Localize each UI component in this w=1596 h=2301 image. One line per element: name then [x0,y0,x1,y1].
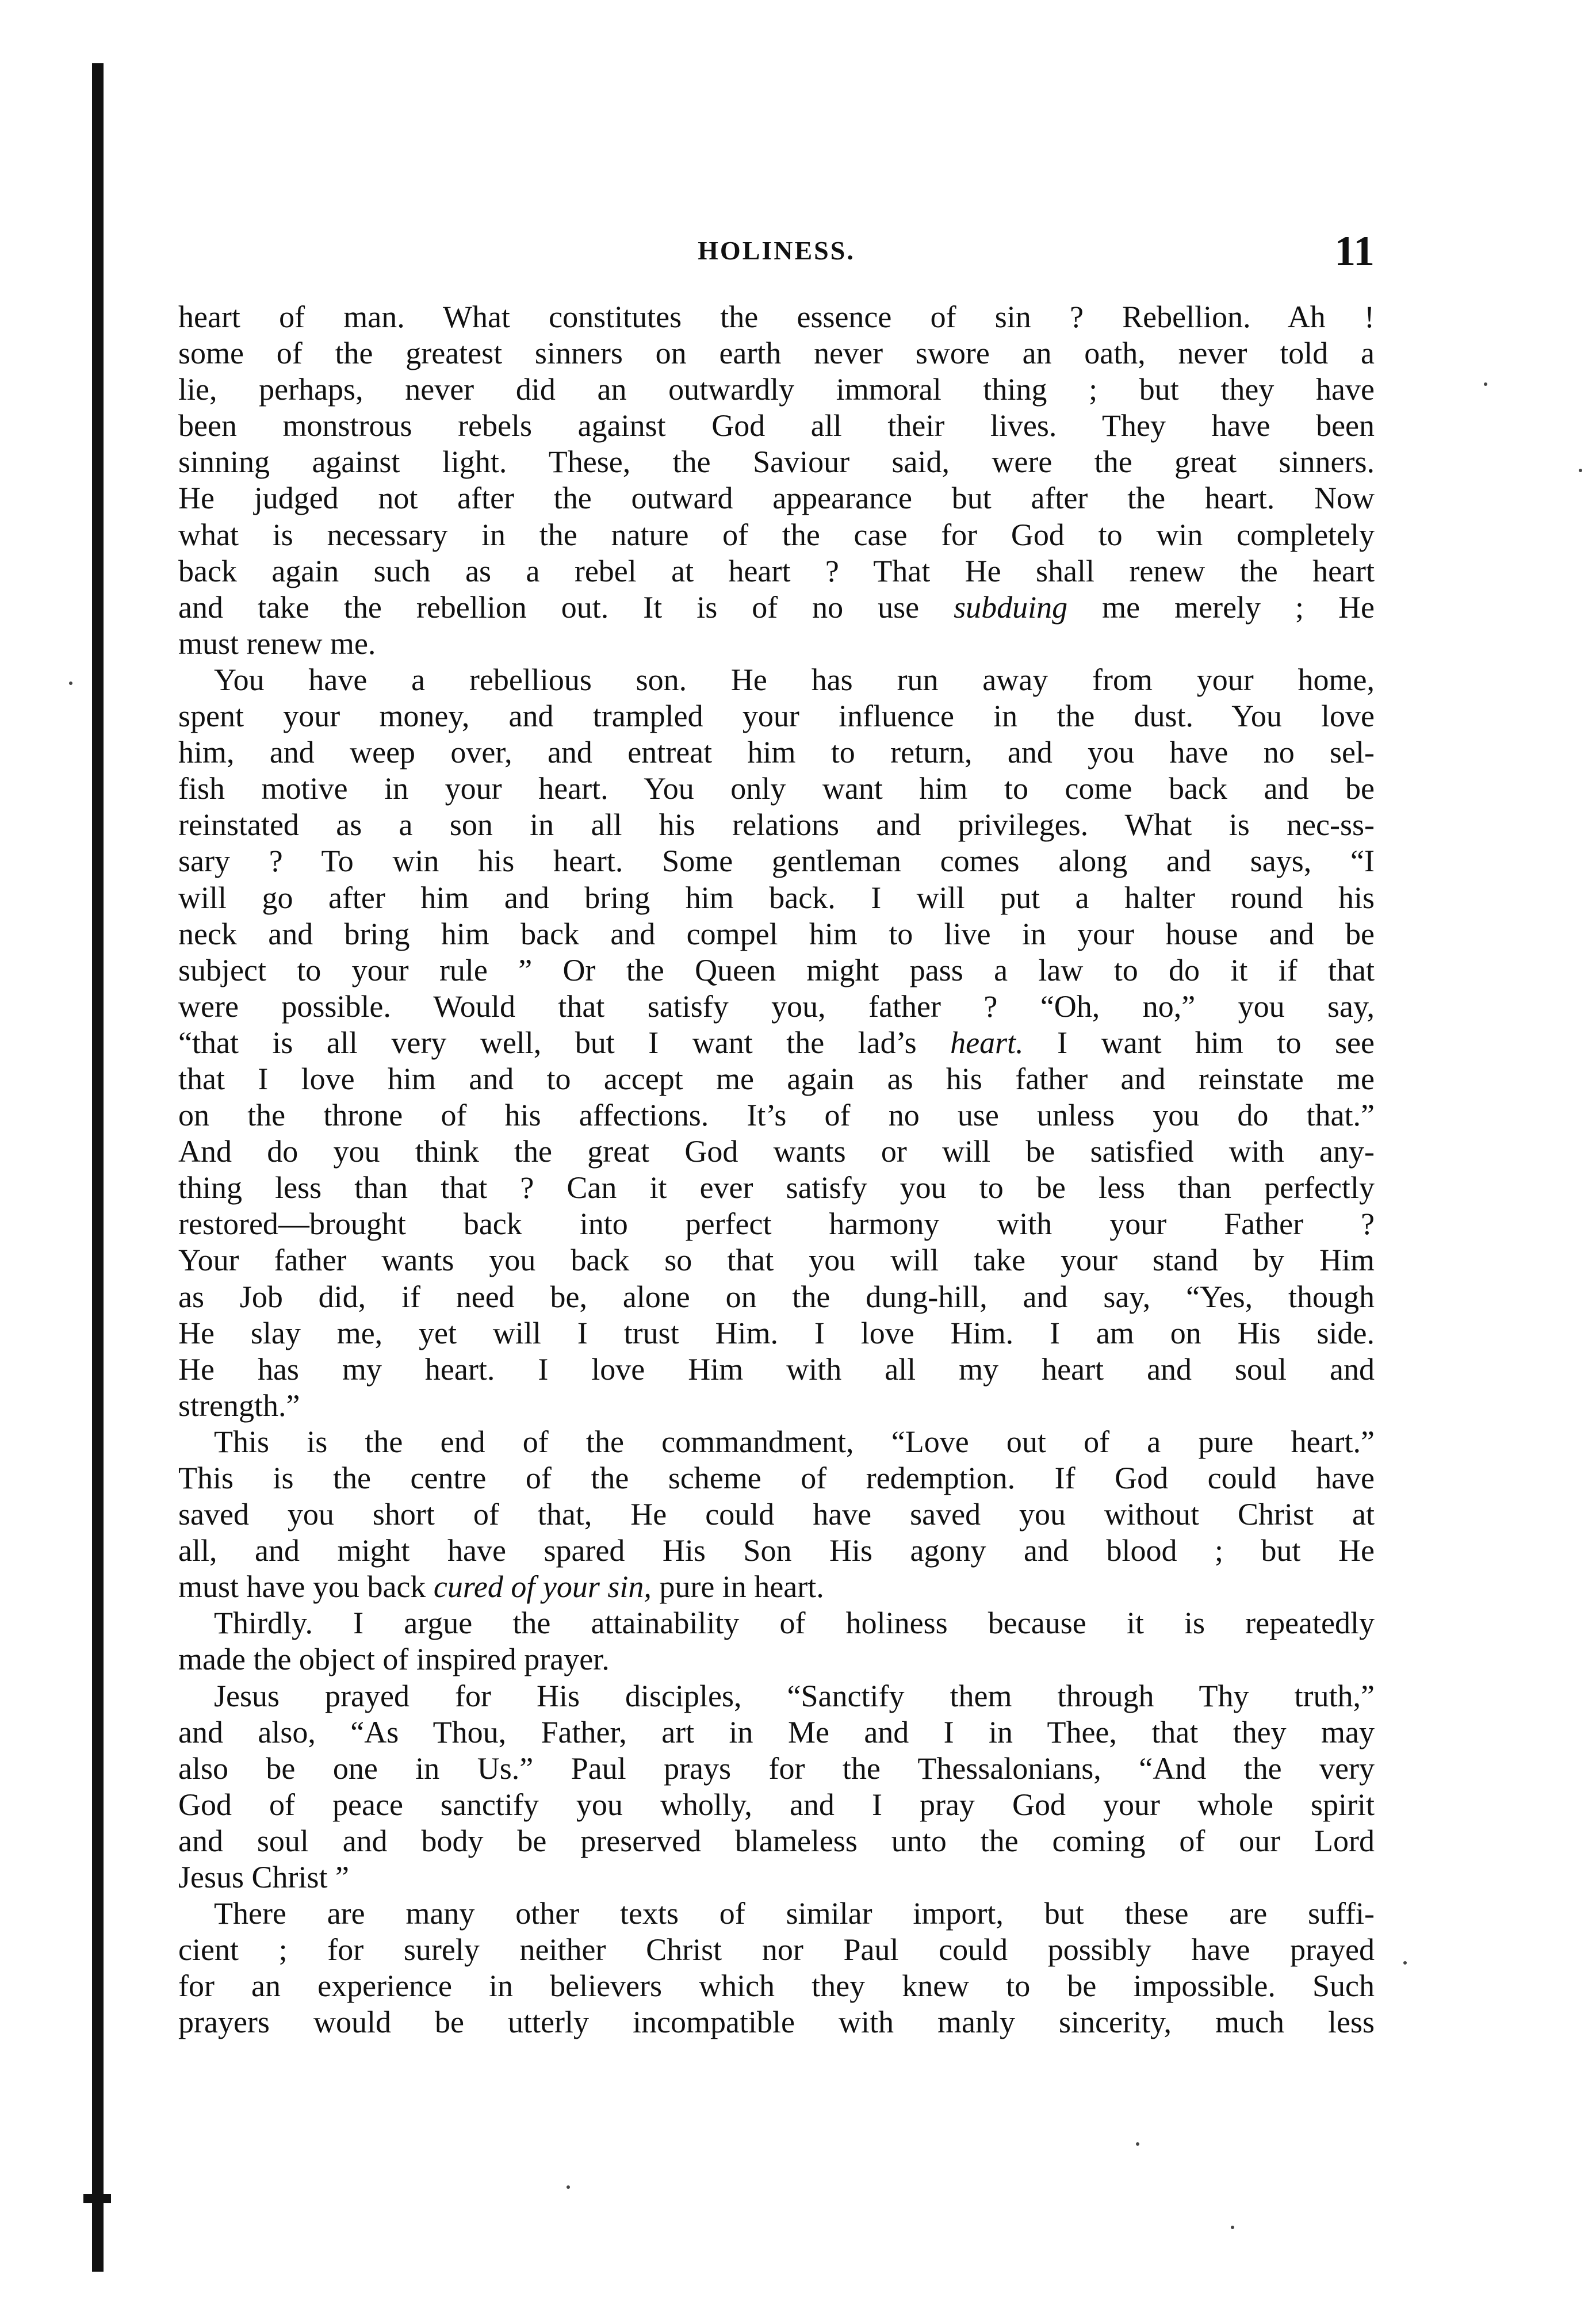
text-run: restored—brought back into perfect harmony with your Father ? [178,1207,1375,1242]
text-run: Thirdly. I argue the attainability of holiness because it is repeatedly [214,1606,1375,1641]
text-line [178,1242,1375,1278]
text-line [178,626,1375,662]
text-line [178,444,1375,480]
text-run: and soul and body be preserved blameless unto the coming of our Lord [178,1823,1375,1858]
italic-text: cured of your sin, [433,1569,652,1605]
text-run: been monstrous rebels against God all their lives. They have been [178,408,1375,443]
text-run: sary ? To win his heart. Some gentleman comes along and says, “I [178,844,1375,879]
text-line [178,299,1375,335]
text-line [178,1170,1375,1206]
text-line [178,843,1375,879]
text-line [178,1569,1375,1605]
page-header [178,227,1375,290]
text-run: must have you back [178,1569,434,1605]
text-run: all, and might have spared His Son His agony and blood ; but He [178,1533,1375,1568]
text-run: made the object of inspired prayer. [178,1642,610,1677]
text-run: sinning against light. These, the Saviour said, were the great sinners. [178,445,1375,480]
italic-text: subduing [954,589,1068,625]
text-run: God of peace sanctify you wholly, and I pray God your whole spirit [178,1787,1375,1822]
text-run: as Job did, if need be, alone on the dung-hill, and say, “Yes, though [178,1279,1375,1314]
text-line [178,1751,1375,1787]
print-speck [69,682,72,685]
text-line [178,1134,1375,1170]
text-run: thing less than that ? Can it ever satisfy you to be less than perfectly [178,1170,1375,1205]
text-line [178,734,1375,771]
text-run: This is the centre of the scheme of redemption. If God could have [178,1461,1375,1495]
text-run: what is necessary in the nature of the case for God to win completely [178,517,1375,552]
print-speck [567,2185,570,2189]
text-line [178,1388,1375,1424]
text-line [178,1061,1375,1097]
text-line [178,1968,1375,2004]
text-run: will go after him and bring him back. I will put a halter round his [178,880,1375,915]
text-line [178,372,1375,408]
text-run: He slay me, yet will I trust Him. I love Him. I am on His side. [178,1315,1375,1350]
text-line [178,1533,1375,1569]
text-run: must renew me. [178,626,376,661]
text-run: prayers would be utterly incompatible with manly sincerity, much less [178,2005,1375,2040]
text-line [178,1932,1375,1968]
text-run: me merely ; He [1067,589,1375,625]
text-run: that I love him and to accept me again as his father and reinstate me [178,1061,1375,1096]
text-line [178,1460,1375,1496]
page-number: 11 [1334,228,1375,275]
text-run: and also, “As Thou, Father, art in Me and I in Thee, that they may [178,1714,1375,1749]
text-line [178,408,1375,444]
text-run: Jesus prayed for His disciples, “Sanctify them through Thy truth,” [214,1678,1375,1713]
text-run: He has my heart. I love Him with all my heart and soul and [178,1351,1375,1387]
text-line [178,1641,1375,1678]
text-line [178,517,1375,553]
text-run: on the throne of his affections. It’s of no use unless you do that.” [178,1098,1375,1133]
text-line [178,807,1375,843]
text-run: You have a rebellious son. He has run away from your home, [214,662,1375,697]
text-run: pure in heart. [651,1569,824,1605]
text-line [178,1678,1375,1714]
text-line [178,335,1375,372]
text-run: Your father wants you back so that you will take your stand by Him [178,1243,1375,1278]
print-speck [1484,382,1487,386]
text-line [178,771,1375,807]
text-run: and take the rebellion out. It is of no use [178,589,954,625]
print-speck [1579,469,1582,472]
text-line [178,553,1375,589]
text-run: lie, perhaps, never did an outwardly immoral thing ; but they have [178,372,1375,407]
text-run: I want him to see [1023,1025,1375,1060]
text-run: Jesus Christ ” [178,1860,349,1895]
text-line [178,1097,1375,1134]
text-line [178,1206,1375,1242]
text-run: some of the greatest sinners on earth never swore an oath, never told a [178,336,1375,371]
text-run: subject to your rule ” Or the Queen might pass a law to do it if that [178,952,1375,987]
body-text [178,299,1375,2041]
print-speck [1136,2142,1139,2146]
print-speck [1231,2226,1234,2229]
text-line [178,1496,1375,1533]
text-line [178,1315,1375,1351]
text-line [178,698,1375,734]
text-run: neck and bring him back and compel him to live in your house and be [178,916,1375,951]
text-run: cient ; for surely neither Christ nor Paul could possibly have prayed [178,1932,1375,1967]
text-line [178,1823,1375,1859]
text-line [178,952,1375,989]
text-line [178,1787,1375,1823]
italic-text: heart. [950,1025,1024,1060]
text-line [178,1896,1375,1932]
text-line [178,916,1375,952]
text-line [178,1279,1375,1315]
text-run: There are many other texts of similar import, but these are suffi- [214,1896,1375,1931]
text-run: spent your money, and trampled your influence in the dust. You love [178,699,1375,734]
text-line [178,2004,1375,2040]
text-run: him, and weep over, and entreat him to return, and you have no sel- [178,735,1375,770]
text-line [178,1605,1375,1641]
text-line [178,989,1375,1025]
text-run: also be one in Us.” Paul prays for the Thessalonians, “And the very [178,1751,1375,1786]
running-head: HOLINESS. [698,236,855,265]
text-line [178,1714,1375,1751]
text-run: for an experience in believers which they knew to be impossible. Such [178,1969,1375,2004]
binding-tick [83,2194,111,2203]
text-run: He judged not after the outward appearance but after the heart. Now [178,481,1375,516]
text-line [178,1025,1375,1061]
text-run: strength.” [178,1388,300,1423]
text-run: back again such as a rebel at heart ? That He shall renew the heart [178,553,1375,588]
text-line [178,1859,1375,1896]
text-line [178,480,1375,516]
print-speck [1403,1961,1407,1965]
text-run: This is the end of the commandment, “Love out of a pure heart.” [214,1424,1375,1459]
text-run: saved you short of that, He could have saved you without Christ at [178,1497,1375,1532]
text-run: heart of man. What constitutes the essence of sin ? Rebellion. Ah ! [178,300,1375,334]
text-line [178,589,1375,626]
text-run: were possible. Would that satisfy you, father ? “Oh, no,” you say, [178,989,1375,1024]
binding-rule [92,63,104,2272]
text-line [178,1351,1375,1388]
text-run: And do you think the great God wants or will be satisfied with any- [178,1134,1375,1169]
text-line [178,880,1375,916]
text-run: reinstated as a son in all his relations and privileges. What is nec-ss- [178,807,1375,843]
text-run: fish motive in your heart. You only want him to come back and be [178,771,1375,806]
text-line [178,1424,1375,1460]
text-run: “that is all very well, but I want the lad’s [178,1025,951,1060]
text-line [178,662,1375,698]
